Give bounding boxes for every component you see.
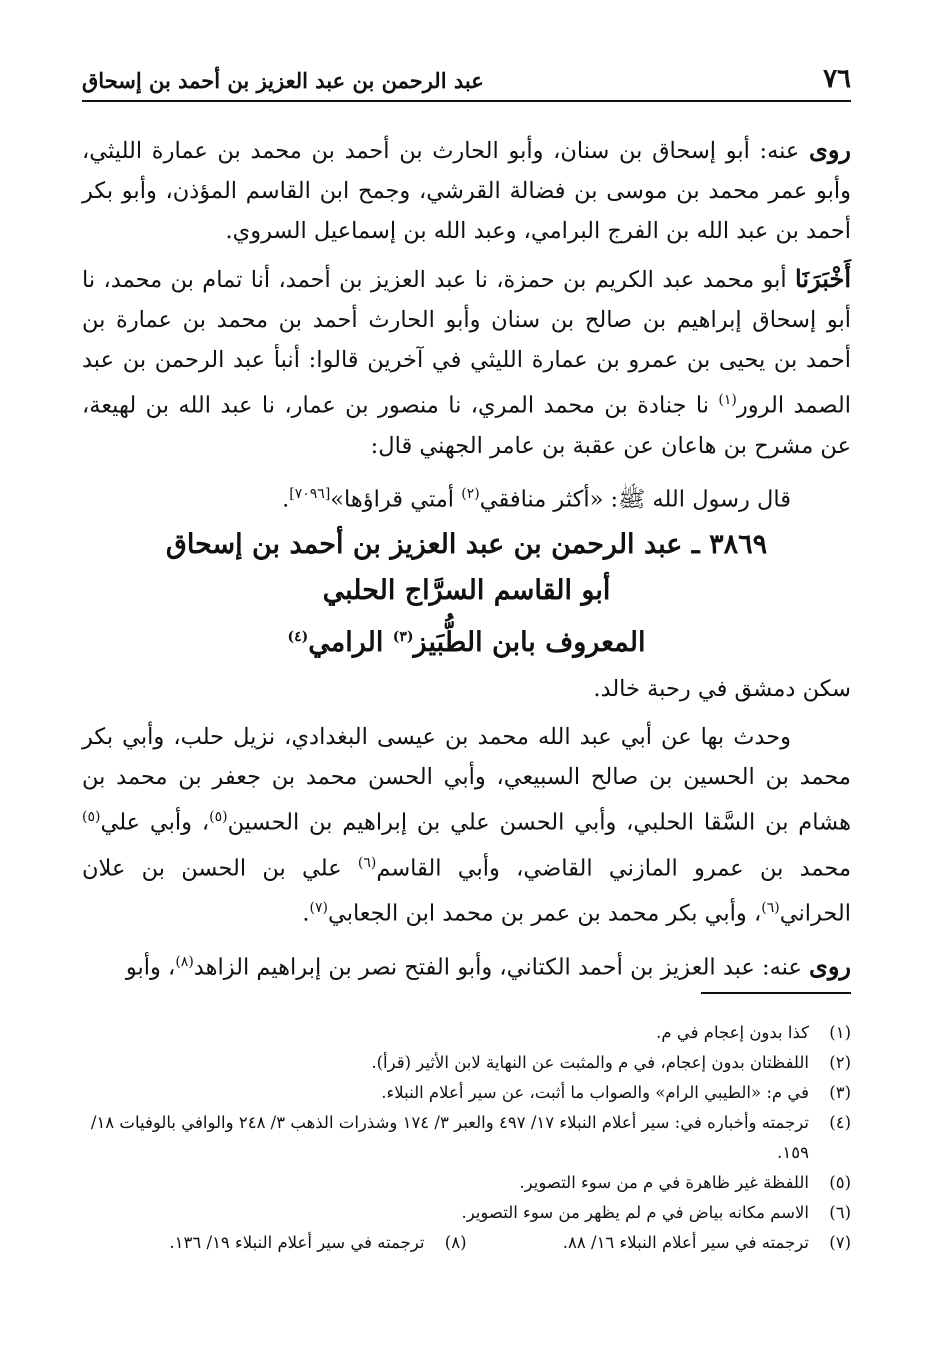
footnote-separator <box>701 992 851 994</box>
footnote-marker: (٥) <box>82 809 101 825</box>
entry-title-line-1: ٣٨٦٩ ـ عبد الرحمن بن عبد العزيز بن أحمد بن إسحاق <box>165 529 768 560</box>
footnote-item <box>82 1108 851 1168</box>
footnote-item <box>82 1018 851 1048</box>
footnote-item <box>82 1048 851 1078</box>
footnote-text: ترجمته في سير أعلام النبلاء ١٦/ ٨٨. <box>562 1233 809 1252</box>
footnote-number: (٥) <box>829 1173 851 1192</box>
footnote-item <box>82 1078 851 1108</box>
footnote-item <box>82 1168 851 1198</box>
footnote-marker: (٧) <box>309 900 328 916</box>
paragraph-lead: روى <box>809 135 851 164</box>
paragraph-text: ، وأبي بكر محمد بن عمر بن محمد ابن الجعابي <box>327 900 762 927</box>
footnote-text: كذا بدون إعجام في م. <box>656 1023 809 1042</box>
hadith-end: . <box>282 486 290 512</box>
footnote-item <box>82 1198 851 1228</box>
paragraph-lead: روى <box>809 951 851 980</box>
paragraph-text: محمد بن عمرو المازني القاضي، وأبي القاسم <box>376 855 852 881</box>
footnote-text: اللفظة غير ظاهرة في م من سوء التصوير. <box>519 1173 809 1192</box>
footnote-text: اللفظتان بدون إعجام، في م والمثبت عن النهاية لابن الأثير (قرأ). <box>371 1053 809 1072</box>
paragraph-narrators-from <box>82 130 851 251</box>
footnote-marker: (٢) <box>461 485 480 502</box>
footnote-marker: (٦) <box>761 900 780 916</box>
entry-title-text: الرامي <box>308 627 393 658</box>
footnote-number: (٣) <box>829 1083 851 1102</box>
footnote-number: (٨) <box>444 1233 467 1252</box>
footnote-text: الاسم مكانه بياض في م لم يظهر من سوء التصوير. <box>461 1203 809 1222</box>
footnote-number: (٧) <box>829 1233 851 1252</box>
footnote-marker: (٥) <box>209 809 228 825</box>
entry-title-text: المعروف بابن الطُّبَيز <box>413 627 646 658</box>
running-head: عبد الرحمن بن عبد العزيز بن أحمد بن إسحاق <box>82 68 484 93</box>
footnotes <box>82 1018 851 1258</box>
paragraph-text: أبو محمد عبد الكريم بن حمزة، نا عبد العزيز بن أحمد، أنا تمام بن محمد، نا أبو إسحاق إبراهيم بن صالح بن سنان وأبو الحارث أحمد بن محمد بن عمارة بن أحمد بن يحيى بن عمرو بن عمارة الليثي في آخرين قالوا: أنبأ عبد الرحمن بن عبد الصمد الرور <box>82 267 851 419</box>
footnote-number: (٤) <box>829 1113 851 1132</box>
footnote-row <box>82 1228 851 1258</box>
page-header <box>82 62 851 102</box>
footnote-marker: (١) <box>718 392 737 408</box>
footnote-marker: (٣) <box>392 629 414 645</box>
paragraph-text: ، وأبو <box>125 954 176 980</box>
paragraph-teachers <box>82 717 851 934</box>
paragraph-text: . <box>302 900 310 927</box>
paragraph-text: ، وأبي علي <box>100 809 210 836</box>
footnote-number: (٦) <box>829 1203 851 1222</box>
footnote-text: ترجمته وأخباره في: سير أعلام النبلاء ١٧/ ٤٩٧ والعبر ٣/ ١٧٤ وشذرات الذهب ٣/ ٢٤٨ والوافي بالوفيات ١٨/ ١٥٩. <box>90 1113 809 1162</box>
paragraph-text: نا جنادة بن محمد المري، نا منصور بن عمار، نا عبد الله بن لهيعة، عن مشرح بن هاعان عن عقبة بن عامر الجهني قال: <box>82 392 851 459</box>
hadith-text <box>82 474 851 520</box>
hadith-reference: [٧٠٩٦] <box>289 485 331 502</box>
footnote-item <box>467 1228 852 1258</box>
page-number: ٧٦ <box>823 64 851 94</box>
paragraph-lead: أَخْبَرَنَا <box>795 264 851 293</box>
paragraph-text: وحدث بها عن أبي عبد الله محمد بن عيسى البغدادي، نزيل حلب، وأبي بكر محمد بن الحسين بن صالح السبيعي، وأبي الحسن محمد بن جعفر بن محمد بن هشام بن السَّقا الحلبي، وأبي الحسن علي بن إبراهيم بن الحسين <box>82 724 852 836</box>
paragraph-text: علي بن الحسن بن علان الحراني <box>82 855 851 927</box>
paragraph-students <box>82 942 851 988</box>
hadith-part: أمتي قراؤها» <box>330 486 462 512</box>
main-text <box>82 130 851 995</box>
footnote-item <box>82 1228 467 1258</box>
hadith-part: قال رسول الله ﷺ: «أكثر منافقي <box>479 486 791 512</box>
footnote-text: ترجمته في سير أعلام النبلاء ١٩/ ١٣٦. <box>169 1233 425 1252</box>
paragraph-residence: سكن دمشق في رحبة خالد. <box>593 676 851 702</box>
entry-title-line-2: أبو القاسم السرَّاج الحلبي <box>322 575 611 606</box>
paragraph-text: عنه: عبد العزيز بن أحمد الكتاني، وأبو الفتح نصر بن إبراهيم الزاهد <box>193 954 810 980</box>
footnote-marker: (٦) <box>357 854 377 871</box>
footnote-number: (١) <box>829 1023 851 1042</box>
footnote-marker: (٨) <box>175 953 194 970</box>
footnote-number: (٢) <box>829 1053 851 1072</box>
footnote-text: في م: «الطيبي الرام» والصواب ما أثبت، عن سير أعلام النبلاء. <box>381 1083 809 1102</box>
paragraph-text: عنه: أبو إسحاق بن سنان، وأبو الحارث بن أحمد بن محمد بن عمارة الليثي، وأبو عمر محمد بن موسى بن فضالة القرشي، وجمح ابن القاسم المؤذن، وأبو بكر أحمد بن عبد الله بن الفرج البرامي، وعبد الله بن إسماعيل السروي. <box>82 138 851 244</box>
entry-title-line-3 <box>82 617 851 663</box>
footnote-marker: (٤) <box>287 629 309 645</box>
paragraph-isnad <box>82 259 851 466</box>
